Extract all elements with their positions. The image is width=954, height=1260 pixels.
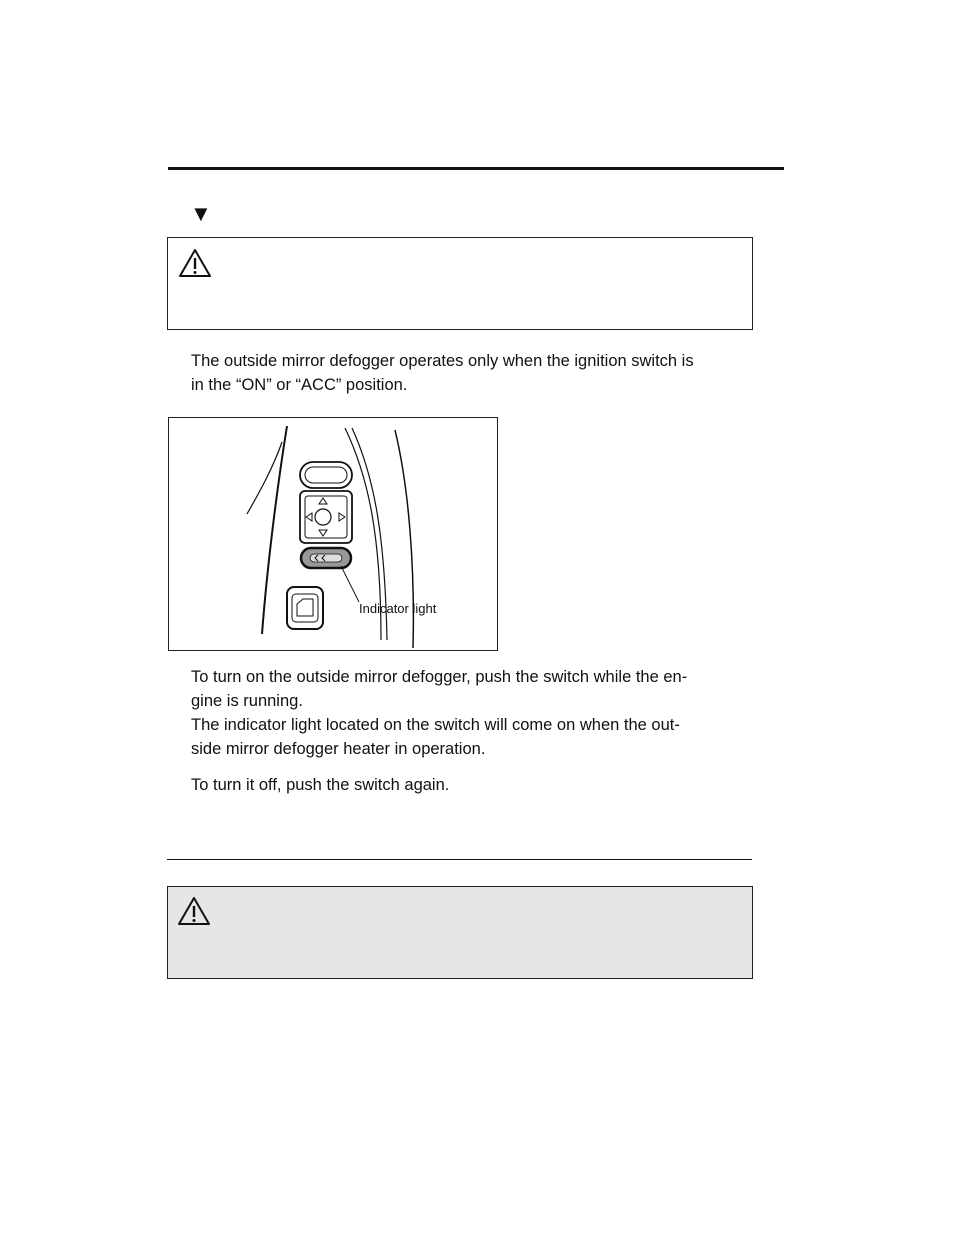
caution-box-bottom — [167, 886, 753, 979]
text-line: gine is running. — [191, 692, 303, 710]
section-divider — [167, 859, 752, 860]
triangle-down-icon: ▼ — [190, 201, 212, 226]
header-rule — [168, 167, 784, 170]
paragraph-ignition-requirement — [191, 349, 754, 397]
text-line: side mirror defogger heater in operation. — [191, 740, 486, 758]
warning-triangle-icon — [177, 896, 211, 926]
text-line: To turn on the outside mirror defogger, push the switch while the en- — [191, 668, 688, 686]
text-line: The outside mirror defogger operates only when the ignition switch is — [191, 352, 694, 370]
mirror-switch-drawing — [169, 418, 499, 652]
text-line: To turn it off, push the switch again. — [191, 776, 450, 794]
paragraph-turn-on — [191, 665, 754, 761]
warning-triangle-icon — [178, 248, 212, 278]
caution-box-top — [167, 237, 753, 330]
text-line: in the “ON” or “ACC” position. — [191, 376, 408, 394]
indicator-light-label: Indicator light — [359, 601, 437, 616]
switch-illustration — [168, 417, 498, 651]
paragraph-turn-off — [191, 773, 754, 797]
text-line: The indicator light located on the switch will come on when the out- — [191, 716, 680, 734]
